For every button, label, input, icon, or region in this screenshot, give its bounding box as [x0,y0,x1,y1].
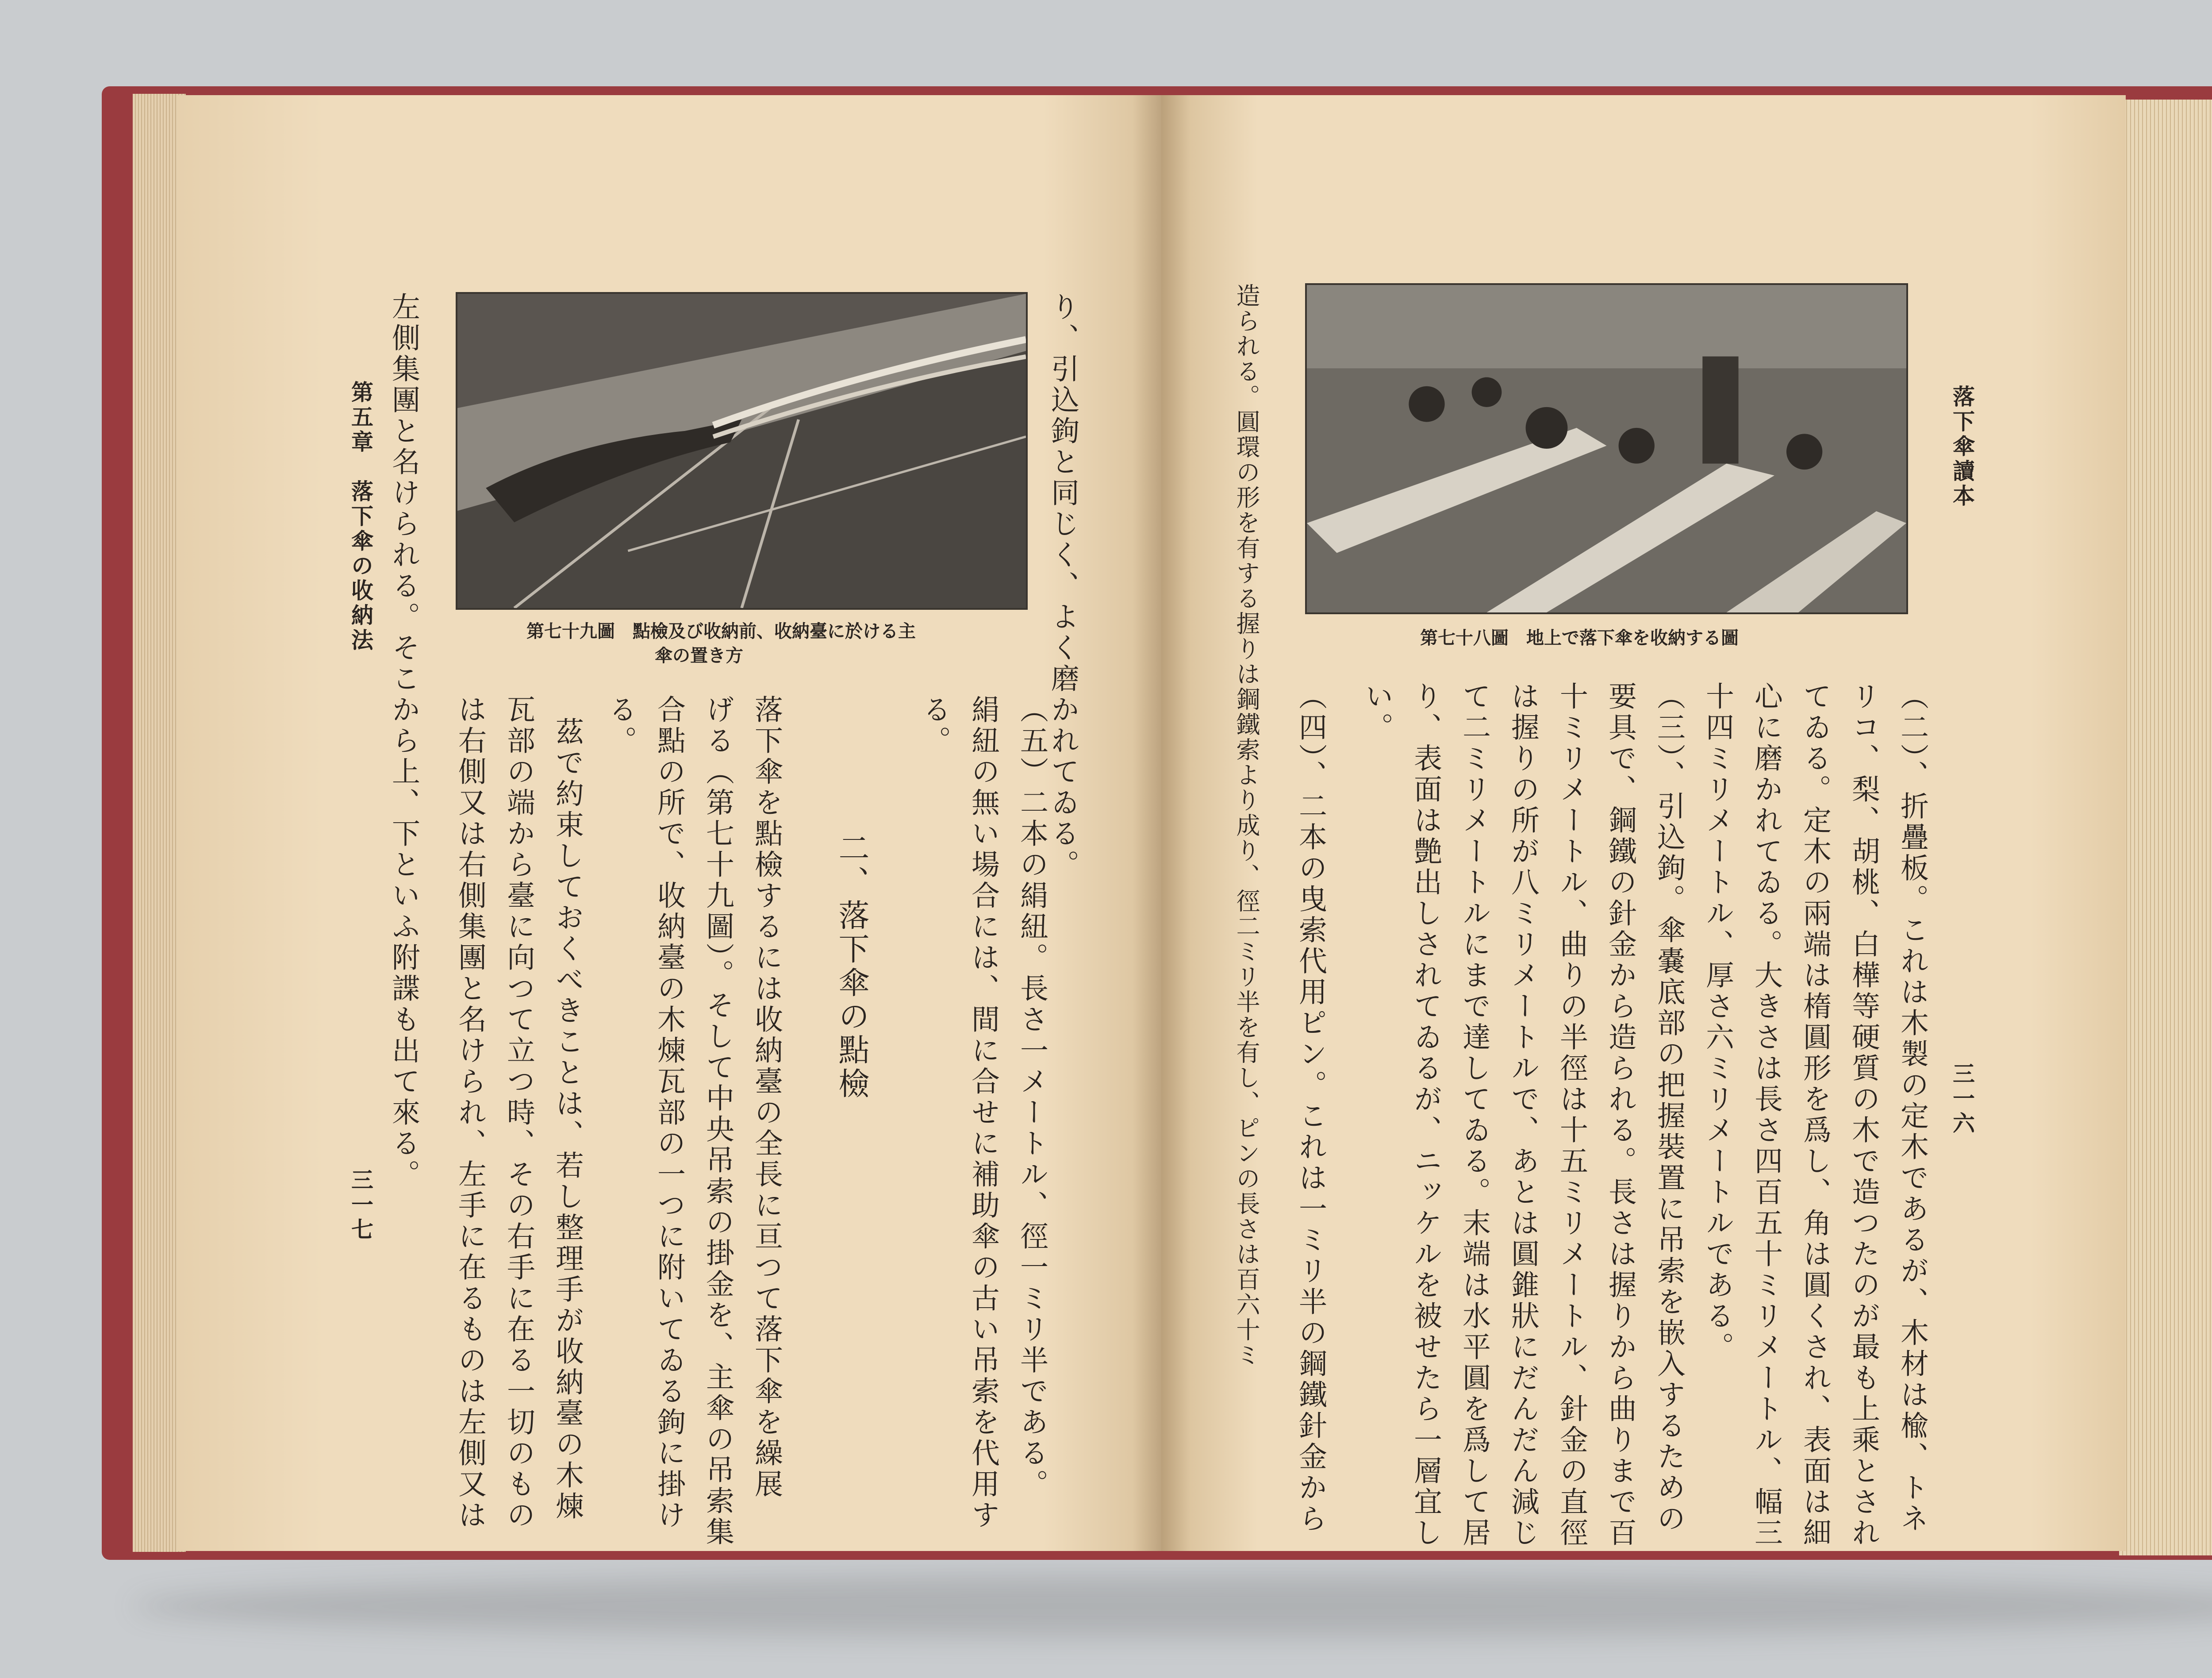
left-page-number: 三一七 [348,1168,374,1243]
right-col-6: （三）、引込鉤。傘嚢底部の把握裝置に吊索を嵌入するための [1652,681,1685,1535]
right-col-9: は握りの所が八ミリメートルで、あとは圓錐狀にだんだん減じ [1506,681,1539,1549]
left-col-11: は右側又は右側集團と名けられ、左手に在るものは左側又は [453,695,486,1531]
left-col-7: 合點の所で、收納臺の木煉瓦部の一つに附いてゐる鉤に掛け [653,695,685,1531]
right-col-4: 心に磨かれてゐる。大きさは長さ四百五十ミリメートル、幅三 [1750,681,1782,1549]
right-col-7: 要具で、鋼鐵の針金から造られる。長さは握りから曲りまで百 [1604,681,1636,1549]
figure-78-photo [1305,283,1908,614]
book-gutter [1133,95,1190,1551]
left-col-2: 絹紐の無い場合には、間に合せに補助傘の古い吊索を代用す [967,695,999,1531]
right-col-13: （四）、二本の曳索代用ピン。これは一ミリ半の鋼鐵針金から [1294,681,1327,1535]
figure-79-caption-line2: 傘の置き方 [655,646,743,666]
left-col-3: る。 [918,695,951,757]
right-col-12: い。 [1360,681,1393,743]
section-heading: 二、落下傘の點檢 [833,832,870,1101]
left-col-1: （五）二本の絹紐。長さ一メートル、徑一ミリ半である。 [1015,695,1048,1500]
right-col-10: て二ミリメートルにまで達してゐる。末端は水平圓を爲して居 [1458,681,1490,1549]
left-top-line: り、引込鉤と同じく、よく磨かれてゐる。 [1046,292,1079,881]
figure-78-caption: 第七十八圖 地上で落下傘を收納する圖 [1420,628,1739,648]
left-col-9: 茲で約束しておくべきことは、若し整理手が收納臺の木煉 [551,717,584,1522]
right-page-number: 三一六 [1949,1062,1975,1136]
figure-79-photo [456,292,1028,610]
right-col-8: 十ミリメートル、曲りの半徑は十五ミリメートル、針金の直徑 [1555,681,1588,1549]
left-col-12: 左側集團と名けられる。そこから上、下といふ附諜も出て來る。 [387,292,420,1190]
left-col-10: 瓦部の端から臺に向つて立つ時、その右手に在る一切のもの [502,695,535,1531]
right-col-5: 十四ミリメートル、厚さ六ミリメートルである。 [1701,681,1734,1363]
left-page-header: 第五章 落下傘の收納法 [348,381,374,653]
right-col-1: （二）、折疊板。これは木製の定木であるが、木材は楡、トネ [1896,681,1928,1535]
figure-79-image [457,294,1026,608]
figure-79-caption: 第七十九圖 點檢及び收納前、收納臺に於ける主 [526,621,916,642]
right-col-2: リコ、梨、胡桃、白樺等硬質の木で造つたのが最も上乘とされ [1847,681,1880,1549]
right-page-edges [2119,100,2212,1555]
right-col-3: てゐる。定木の兩端は楕圓形を爲し、角は圓くされ、表面は細 [1798,681,1831,1549]
right-page-header: 落下傘讀本 [1949,385,1975,509]
right-col-14: 造られる。圓環の形を有する握りは鋼鐵索より成り、徑二ミリ半を有し、ピンの長さは百六十ミ [1233,283,1260,1368]
left-col-5: 落下傘を點檢するには收納臺の全長に亘つて落下傘を繰展 [750,695,783,1500]
left-col-8: る。 [604,695,637,757]
left-col-6: げる（第七十九圖）。そして中央吊索の掛金を、主傘の吊索集 [701,695,734,1548]
figure-78-image [1307,285,1906,612]
book-shadow [133,1575,2212,1637]
right-col-11: り、表面は艶出しされてゐるが、ニッケルを被せたら一層宜し [1409,681,1442,1549]
